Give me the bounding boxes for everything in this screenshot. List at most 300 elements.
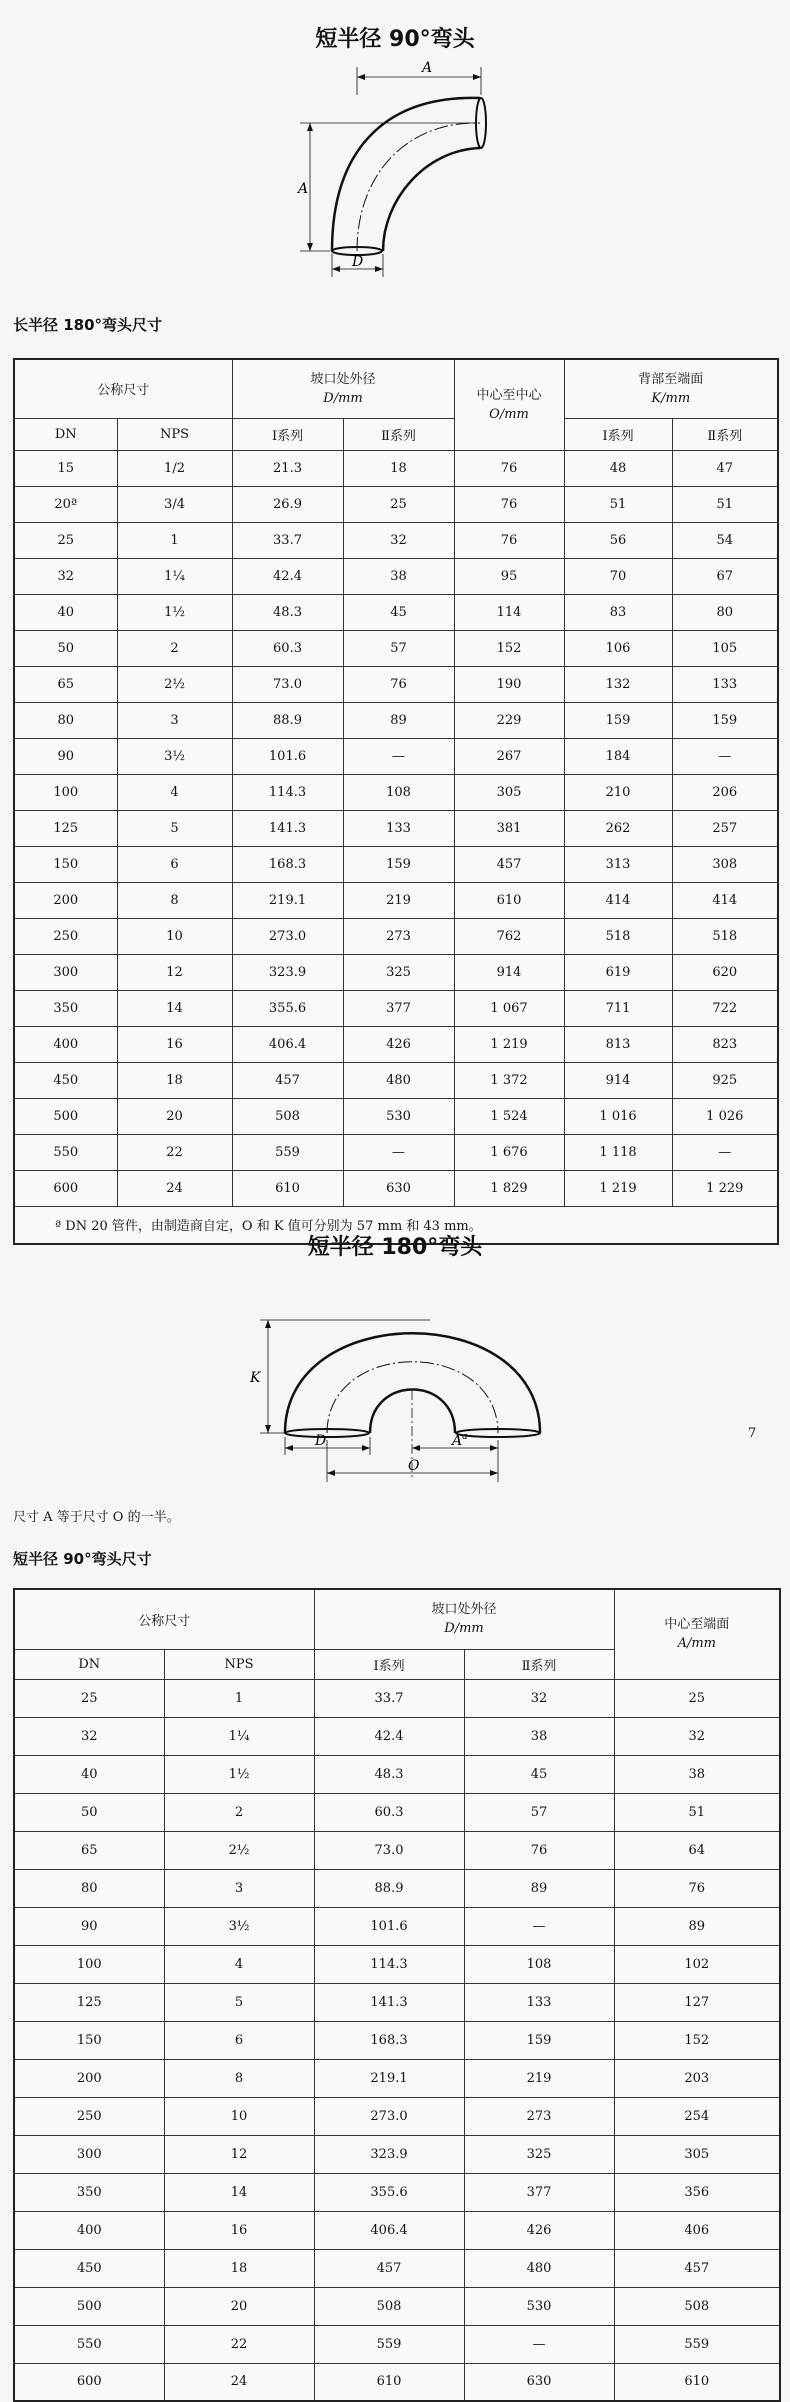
table-cell: 16	[117, 1026, 232, 1062]
table-cell: 57	[464, 1793, 614, 1831]
table-cell: 40	[14, 1755, 164, 1793]
table-row	[14, 2287, 780, 2325]
table-cell: —	[672, 1134, 778, 1170]
table-cell: 106	[564, 630, 672, 666]
table-cell: 1 372	[454, 1062, 564, 1098]
table-cell: 300	[14, 954, 117, 990]
table-row	[14, 738, 778, 774]
table-cell: 168.3	[232, 846, 343, 882]
table-cell: 219	[343, 882, 454, 918]
table-cell: 518	[672, 918, 778, 954]
table-cell: 47	[672, 450, 778, 486]
section-title-short-radius-90: 短半径 90°弯头	[315, 27, 475, 52]
table-cell: 480	[343, 1062, 454, 1098]
table-cell: 530	[464, 2287, 614, 2325]
table-cell: 65	[14, 1831, 164, 1869]
table-cell: 273.0	[232, 918, 343, 954]
table-cell: 200	[14, 882, 117, 918]
table-row	[14, 2211, 780, 2249]
table-row	[14, 630, 778, 666]
table-cell: 88.9	[314, 1869, 464, 1907]
table-cell: 254	[614, 2097, 780, 2135]
table-cell: 1 229	[672, 1170, 778, 1206]
table-cell: 20ª	[14, 486, 117, 522]
table-row	[14, 2325, 780, 2363]
table-cell: 262	[564, 810, 672, 846]
table-cell: 50	[14, 1793, 164, 1831]
table-row	[14, 846, 778, 882]
table-cell: 73.0	[314, 1831, 464, 1869]
table-cell: 308	[672, 846, 778, 882]
table-cell: 610	[614, 2363, 780, 2401]
table-cell: 610	[314, 2363, 464, 2401]
table-cell: 95	[454, 558, 564, 594]
table-cell: 325	[464, 2135, 614, 2173]
header-bevel-od-unit: D/mm	[323, 390, 363, 406]
table-row	[14, 1945, 780, 1983]
table-cell: 22	[117, 1134, 232, 1170]
table-cell: 18	[164, 2249, 314, 2287]
table-cell: 132	[564, 666, 672, 702]
table-cell: 8	[164, 2059, 314, 2097]
table-cell: 32	[614, 1717, 780, 1755]
table-cell: 1 676	[454, 1134, 564, 1170]
table-cell: 152	[614, 2021, 780, 2059]
table-cell: 48.3	[232, 594, 343, 630]
table-cell: 80	[14, 702, 117, 738]
t2-header-nominal: 公称尺寸	[14, 1589, 314, 1649]
table-cell: 100	[14, 1945, 164, 1983]
table-cell: 1¼	[164, 1717, 314, 1755]
t2-header-center-end-unit: A/mm	[677, 1636, 716, 1652]
table-row	[14, 2249, 780, 2287]
table-cell: 313	[564, 846, 672, 882]
table-cell: 1	[164, 1679, 314, 1717]
table-cell: 42.4	[314, 1717, 464, 1755]
table-cell: 25	[343, 486, 454, 522]
table-cell: 133	[464, 1983, 614, 2021]
table-cell: 559	[614, 2325, 780, 2363]
table-cell: 273.0	[314, 2097, 464, 2135]
table-cell: 5	[117, 810, 232, 846]
table-cell: 22	[164, 2325, 314, 2363]
table-cell: 152	[454, 630, 564, 666]
note-text: 尺寸 A 等于尺寸 O 的一半。	[13, 1510, 180, 1525]
table-cell: 518	[564, 918, 672, 954]
t2-header-od-series1: Ⅰ系列	[314, 1649, 464, 1679]
header-od-series1: Ⅰ系列	[232, 418, 343, 450]
table-cell: 89	[464, 1869, 614, 1907]
table-cell: 219.1	[314, 2059, 464, 2097]
table-cell: 32	[14, 558, 117, 594]
table-cell: 20	[164, 2287, 314, 2325]
table-cell: 25	[14, 522, 117, 558]
table-row	[14, 1907, 780, 1945]
table-cell: 45	[343, 594, 454, 630]
table-cell: 125	[14, 1983, 164, 2021]
table-cell: 1 067	[454, 990, 564, 1026]
table-row	[14, 1983, 780, 2021]
table-cell: 426	[343, 1026, 454, 1062]
table-cell: 80	[14, 1869, 164, 1907]
table-row	[14, 1869, 780, 1907]
table-row	[14, 954, 778, 990]
table-cell: 450	[14, 1062, 117, 1098]
table-cell: 76	[454, 486, 564, 522]
table-cell: 88.9	[232, 702, 343, 738]
table-cell: 500	[14, 2287, 164, 2325]
table-cell: 206	[672, 774, 778, 810]
table-cell: 101.6	[232, 738, 343, 774]
table-cell: 508	[314, 2287, 464, 2325]
table-cell: 550	[14, 1134, 117, 1170]
dim-label-a2	[450, 1432, 468, 1449]
table-cell: 57	[343, 630, 454, 666]
table-cell: 1/2	[117, 450, 232, 486]
table-cell: 190	[454, 666, 564, 702]
table-cell: —	[464, 2325, 614, 2363]
table-cell: 1 016	[564, 1098, 672, 1134]
dim-label-o: O	[408, 1458, 420, 1474]
table-row	[14, 522, 778, 558]
table-cell: 2	[164, 1793, 314, 1831]
table1-heading: 长半径 180°弯头尺寸	[13, 316, 163, 334]
table-row	[14, 990, 778, 1026]
header-center-label: 中心至中心	[476, 387, 542, 403]
dim-label-d: D	[352, 254, 364, 270]
elbow-90-diagram	[290, 55, 520, 290]
table-cell: 89	[614, 1907, 780, 1945]
table-cell: 73.0	[232, 666, 343, 702]
table-cell: 508	[232, 1098, 343, 1134]
table-cell: 722	[672, 990, 778, 1026]
table-cell: 1 829	[454, 1170, 564, 1206]
table-cell: 267	[454, 738, 564, 774]
table-cell: —	[343, 738, 454, 774]
table-cell: 762	[454, 918, 564, 954]
dim-label-a-left: A	[298, 181, 309, 197]
table-cell: 24	[164, 2363, 314, 2401]
t2-header-center-end	[614, 1589, 780, 1679]
table-cell: 32	[464, 1679, 614, 1717]
table-row	[14, 1679, 780, 1717]
table-cell: 168.3	[314, 2021, 464, 2059]
table-cell: 114.3	[232, 774, 343, 810]
t2-header-center-end-label: 中心至端面	[664, 1617, 730, 1633]
table-cell: 323.9	[314, 2135, 464, 2173]
table-cell: 406.4	[314, 2211, 464, 2249]
table-row	[14, 1831, 780, 1869]
table-cell: 3½	[117, 738, 232, 774]
table-cell: 108	[343, 774, 454, 810]
table-row	[14, 666, 778, 702]
page-number: 7	[748, 1426, 757, 1441]
table-cell: 67	[672, 558, 778, 594]
table-row	[14, 2059, 780, 2097]
table-cell: 76	[343, 666, 454, 702]
table-cell: 350	[14, 990, 117, 1026]
table-cell: 51	[564, 486, 672, 522]
table-cell: 823	[672, 1026, 778, 1062]
table-cell: 105	[672, 630, 778, 666]
table-cell: 141.3	[232, 810, 343, 846]
header-back-series2: Ⅱ系列	[672, 418, 778, 450]
table-cell: 133	[672, 666, 778, 702]
table-row	[14, 1170, 778, 1206]
table-row	[14, 1062, 778, 1098]
table-cell: —	[343, 1134, 454, 1170]
dim-label-a-top: A	[422, 60, 433, 76]
table-row	[14, 558, 778, 594]
table-cell: 377	[343, 990, 454, 1026]
table-cell: 33.7	[232, 522, 343, 558]
t2-header-bevel-od	[314, 1589, 614, 1649]
table-cell: 350	[14, 2173, 164, 2211]
header-bevel-od	[232, 359, 454, 418]
table-row	[14, 2021, 780, 2059]
table-cell: 6	[164, 2021, 314, 2059]
table-cell: 184	[564, 738, 672, 774]
table-row	[14, 1717, 780, 1755]
table-row	[14, 1134, 778, 1170]
table-cell: 559	[232, 1134, 343, 1170]
table-cell: 457	[614, 2249, 780, 2287]
table-cell: 406.4	[232, 1026, 343, 1062]
table-cell: 1½	[164, 1755, 314, 1793]
table-cell: 56	[564, 522, 672, 558]
table-row	[14, 450, 778, 486]
table-cell: 325	[343, 954, 454, 990]
table-cell: 141.3	[314, 1983, 464, 2021]
table-cell: 200	[14, 2059, 164, 2097]
table-cell: 1 118	[564, 1134, 672, 1170]
table-cell: 500	[14, 1098, 117, 1134]
table-row	[14, 702, 778, 738]
table-cell: 2½	[164, 1831, 314, 1869]
table-cell: 1½	[117, 594, 232, 630]
table-row	[14, 2097, 780, 2135]
table-short-radius-90	[13, 1588, 781, 2402]
table-cell: 1 219	[454, 1026, 564, 1062]
table-cell: —	[672, 738, 778, 774]
table-cell: 600	[14, 1170, 117, 1206]
table-cell: 229	[454, 702, 564, 738]
table-row	[14, 810, 778, 846]
t2-header-bevel-od-label: 坡口处外径	[431, 1602, 497, 1618]
table-cell: 377	[464, 2173, 614, 2211]
header-od-series2: Ⅱ系列	[343, 418, 454, 450]
table-cell: 80	[672, 594, 778, 630]
table-cell: 89	[343, 702, 454, 738]
table-cell: 4	[164, 1945, 314, 1983]
table-cell: 100	[14, 774, 117, 810]
table-cell: 559	[314, 2325, 464, 2363]
table-cell: 914	[454, 954, 564, 990]
table-cell: 619	[564, 954, 672, 990]
header-center-unit: O/mm	[489, 406, 529, 422]
table-cell: 21.3	[232, 450, 343, 486]
table-cell: 50	[14, 630, 117, 666]
table1-footnote: ª DN 20 管件，由制造商自定，O 和 K 值可分别为 57 mm 和 43 mm。	[14, 1206, 778, 1244]
table-cell: 914	[564, 1062, 672, 1098]
table-cell: 18	[117, 1062, 232, 1098]
table-cell: 51	[614, 1793, 780, 1831]
table-cell: 257	[672, 810, 778, 846]
table-cell: 3½	[164, 1907, 314, 1945]
table-row	[14, 1755, 780, 1793]
table-cell: 54	[672, 522, 778, 558]
table-cell: 42.4	[232, 558, 343, 594]
header-center	[454, 359, 564, 450]
elbow-180-diagram	[240, 1290, 560, 1490]
table-cell: 2	[117, 630, 232, 666]
table-cell: 450	[14, 2249, 164, 2287]
table-cell: 400	[14, 2211, 164, 2249]
table-cell: 6	[117, 846, 232, 882]
table-cell: 18	[343, 450, 454, 486]
table-cell: 620	[672, 954, 778, 990]
table-row	[14, 486, 778, 522]
header-back-unit: K/mm	[651, 390, 691, 406]
header-back-label: 背部至端面	[638, 371, 704, 387]
table-cell: 711	[564, 990, 672, 1026]
dim-label-k: K	[250, 1370, 261, 1386]
table-cell: 64	[614, 1831, 780, 1869]
table-cell: 101.6	[314, 1907, 464, 1945]
table-cell: 76	[454, 522, 564, 558]
table-cell: 381	[454, 810, 564, 846]
table-cell: 813	[564, 1026, 672, 1062]
table-cell: 26.9	[232, 486, 343, 522]
table-cell: 83	[564, 594, 672, 630]
table-cell: 8	[117, 882, 232, 918]
dim-label-a2-letter: A	[452, 1433, 463, 1449]
table-cell: 127	[614, 1983, 780, 2021]
table-cell: 273	[343, 918, 454, 954]
table-cell: 24	[117, 1170, 232, 1206]
header-back	[564, 359, 778, 418]
table-cell: 457	[232, 1062, 343, 1098]
table-cell: 508	[614, 2287, 780, 2325]
table-cell: 530	[343, 1098, 454, 1134]
table-cell: 1¼	[117, 558, 232, 594]
table-cell: 76	[454, 450, 564, 486]
table-cell: 273	[464, 2097, 614, 2135]
table-cell: 250	[14, 2097, 164, 2135]
table-row	[14, 882, 778, 918]
table-row	[14, 1098, 778, 1134]
table-cell: 48.3	[314, 1755, 464, 1793]
table-row	[14, 918, 778, 954]
table-cell: 150	[14, 2021, 164, 2059]
table-cell: 25	[614, 1679, 780, 1717]
table-cell: 219.1	[232, 882, 343, 918]
table-cell: 16	[164, 2211, 314, 2249]
table-cell: 1	[117, 522, 232, 558]
table-cell: 3	[117, 702, 232, 738]
table-row	[14, 2135, 780, 2173]
header-nominal: 公称尺寸	[14, 359, 232, 418]
table-cell: 32	[343, 522, 454, 558]
table-cell: 76	[464, 1831, 614, 1869]
table-cell: 210	[564, 774, 672, 810]
table-cell: 125	[14, 810, 117, 846]
table-cell: 12	[117, 954, 232, 990]
table-cell: 38	[343, 558, 454, 594]
table-cell: 323.9	[232, 954, 343, 990]
table-cell: 610	[454, 882, 564, 918]
table-cell: 400	[14, 1026, 117, 1062]
table-cell: 1 524	[454, 1098, 564, 1134]
table-cell: 102	[614, 1945, 780, 1983]
table-cell: 406	[614, 2211, 780, 2249]
table-cell: 14	[164, 2173, 314, 2211]
table-cell: 355.6	[232, 990, 343, 1026]
table-cell: 5	[164, 1983, 314, 2021]
header-back-series1: Ⅰ系列	[564, 418, 672, 450]
table-cell: 3	[164, 1869, 314, 1907]
t2-header-od-series2: Ⅱ系列	[464, 1649, 614, 1679]
table-cell: 60.3	[232, 630, 343, 666]
table-cell: 90	[14, 1907, 164, 1945]
table-cell: 108	[464, 1945, 614, 1983]
table-cell: 630	[343, 1170, 454, 1206]
table-cell: 159	[464, 2021, 614, 2059]
table-cell: 925	[672, 1062, 778, 1098]
table-cell: 414	[672, 882, 778, 918]
table-cell: 90	[14, 738, 117, 774]
table-row	[14, 1026, 778, 1062]
table-cell: 300	[14, 2135, 164, 2173]
table-cell: 14	[117, 990, 232, 1026]
table-cell: 600	[14, 2363, 164, 2401]
table-cell: 15	[14, 450, 117, 486]
table-cell: 10	[164, 2097, 314, 2135]
table-cell: 355.6	[314, 2173, 464, 2211]
table-cell: 219	[464, 2059, 614, 2097]
table-cell: 48	[564, 450, 672, 486]
table-row	[14, 774, 778, 810]
table-cell: —	[464, 1907, 614, 1945]
table-cell: 159	[564, 702, 672, 738]
table-cell: 630	[464, 2363, 614, 2401]
table-cell: 426	[464, 2211, 614, 2249]
t2-header-dn: DN	[14, 1649, 164, 1679]
dim-label-a2-sup: a	[462, 1432, 468, 1442]
table-cell: 20	[117, 1098, 232, 1134]
t2-header-nps: NPS	[164, 1649, 314, 1679]
table-cell: 1 219	[564, 1170, 672, 1206]
section-title-short-radius-180: 短半径 180°弯头	[307, 1235, 483, 1260]
table-cell: 38	[614, 1755, 780, 1793]
t2-header-bevel-od-unit: D/mm	[444, 1621, 484, 1637]
table-cell: 3/4	[117, 486, 232, 522]
table-cell: 250	[14, 918, 117, 954]
table-row	[14, 1793, 780, 1831]
table-long-radius-180	[13, 358, 779, 1245]
table-cell: 33.7	[314, 1679, 464, 1717]
table-cell: 159	[343, 846, 454, 882]
table-cell: 114.3	[314, 1945, 464, 1983]
table-cell: 60.3	[314, 1793, 464, 1831]
table-cell: 457	[454, 846, 564, 882]
header-dn: DN	[14, 418, 117, 450]
table-cell: 12	[164, 2135, 314, 2173]
table-cell: 414	[564, 882, 672, 918]
table-cell: 305	[614, 2135, 780, 2173]
table-cell: 150	[14, 846, 117, 882]
dim-label-d2: D	[315, 1433, 327, 1449]
